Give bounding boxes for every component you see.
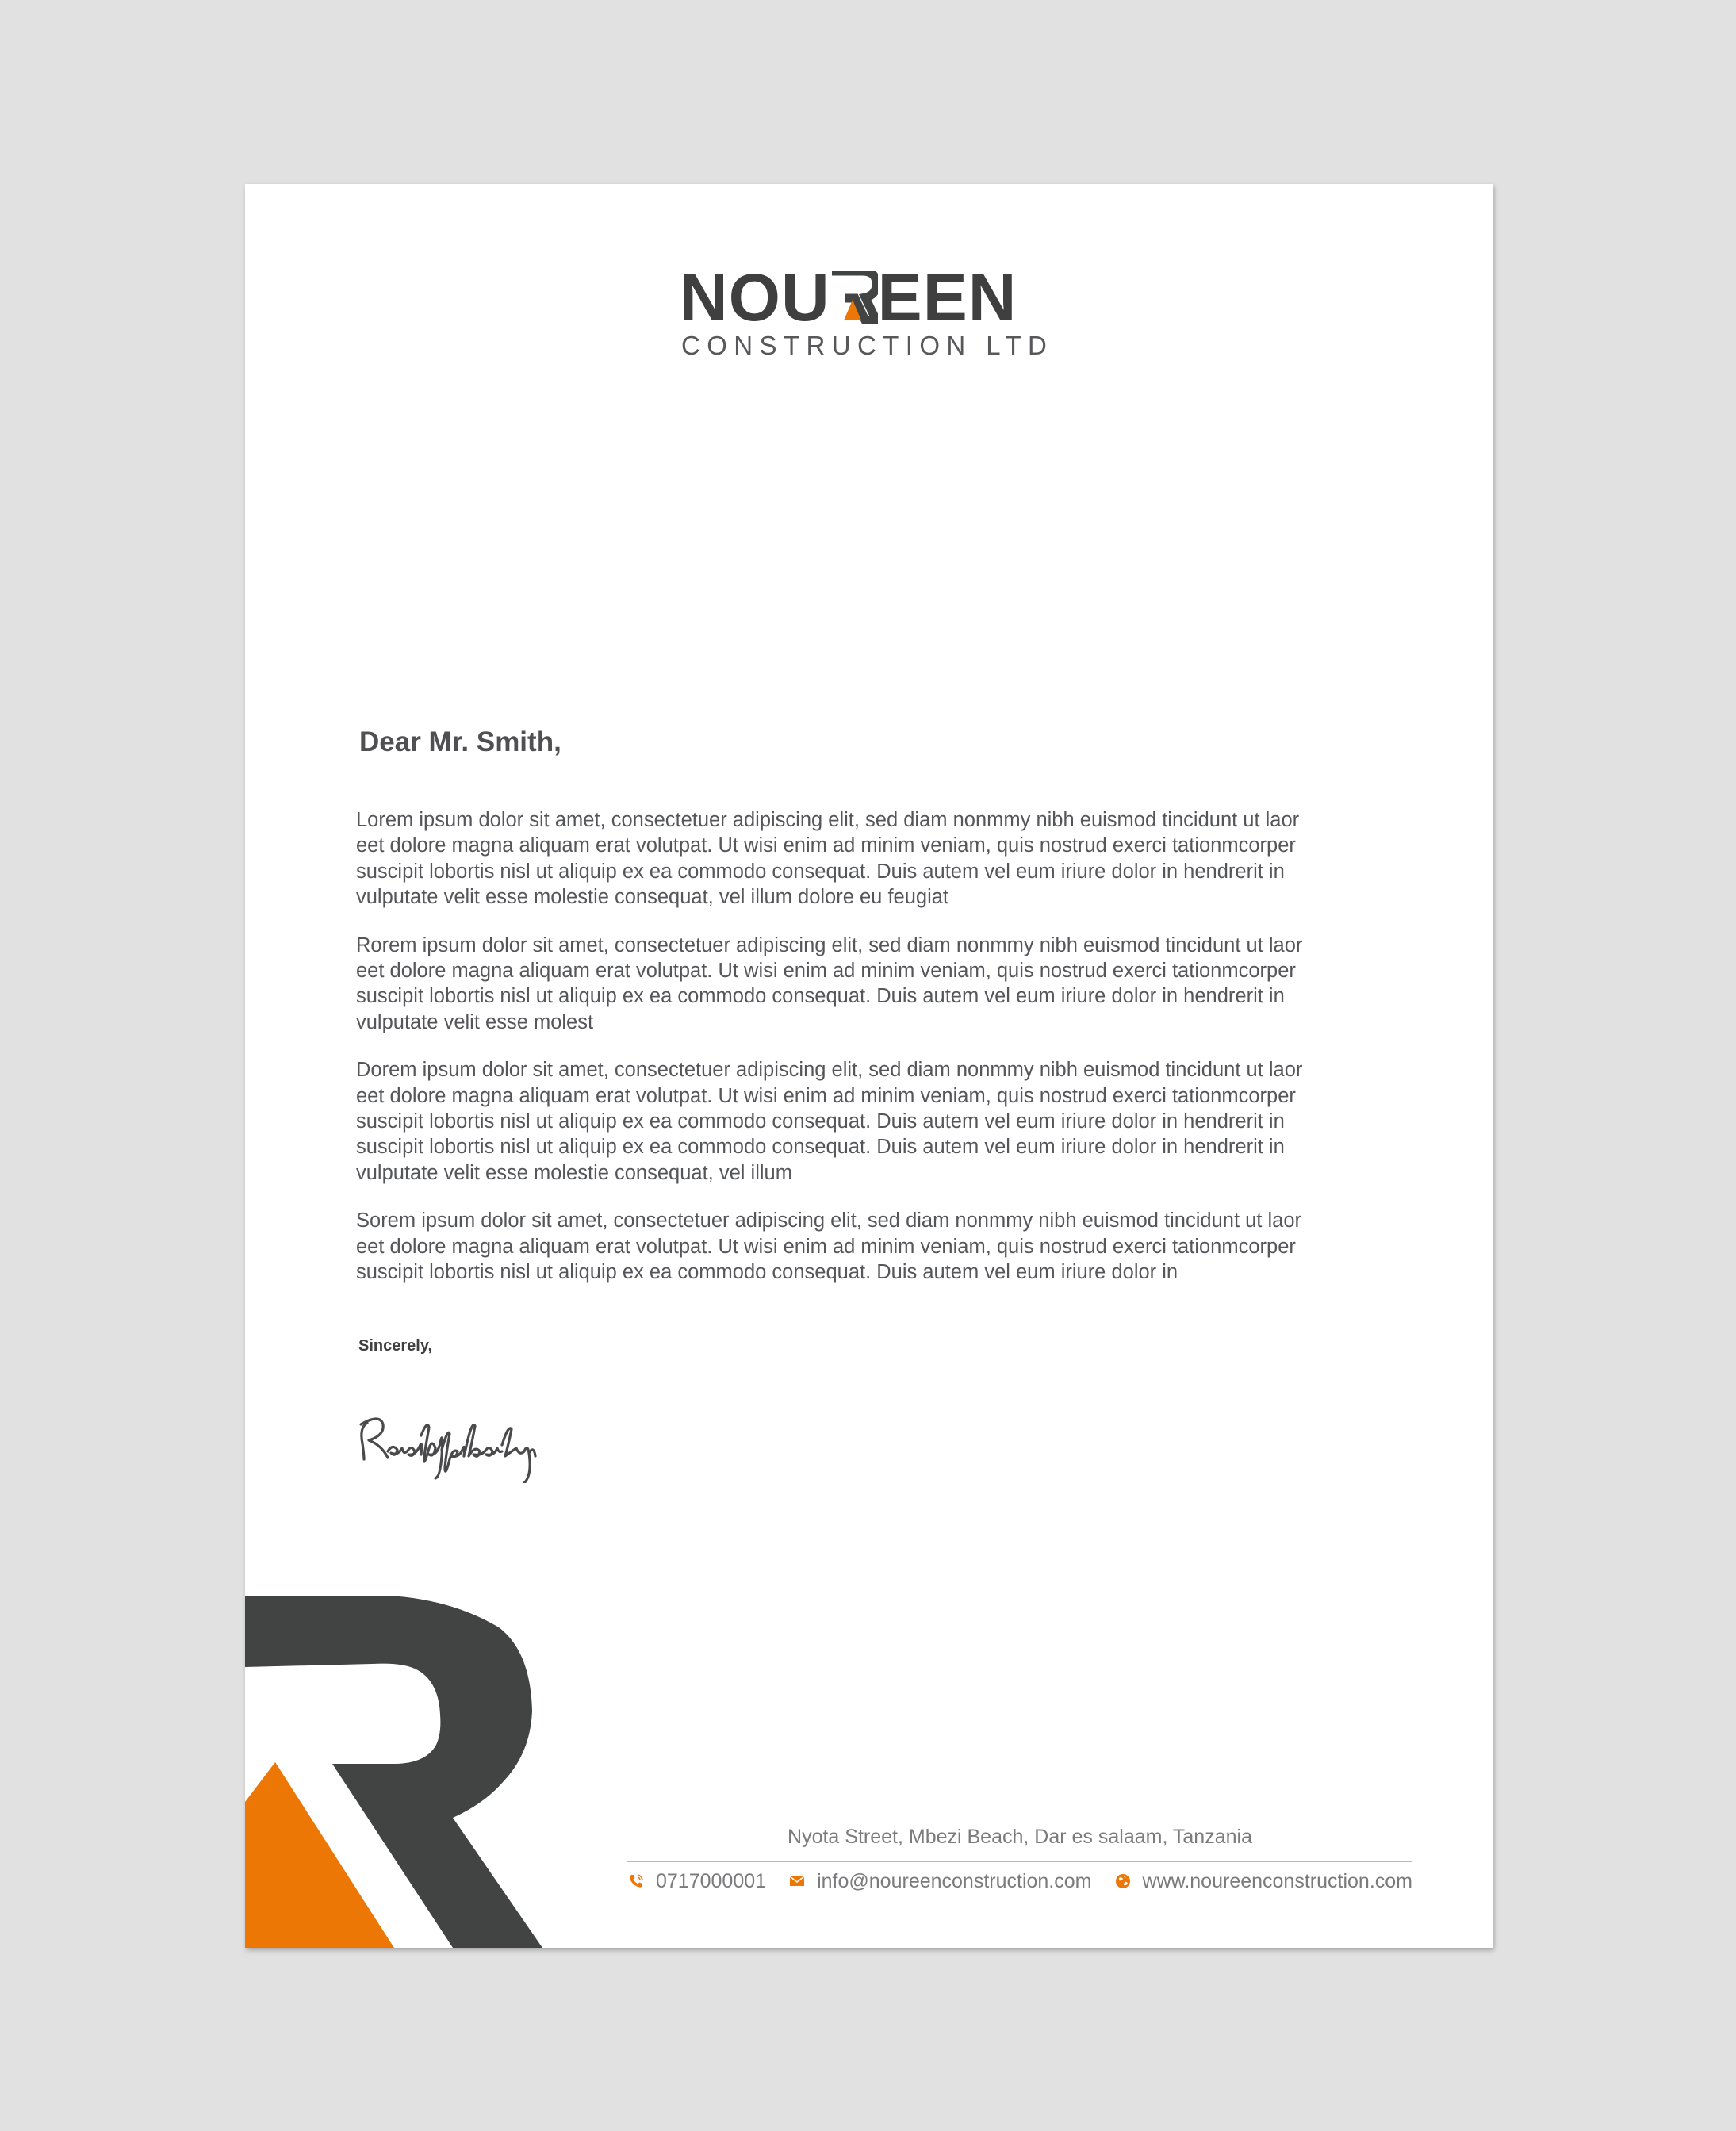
body-line: eet dolore magna aliquam erat volutpat. Ut wisi enim ad minim veniam, quis nostrud exerci tationmcorper	[356, 834, 1296, 857]
globe-icon	[1114, 1872, 1132, 1890]
body-line: Rorem ipsum dolor sit amet, consectetuer adipiscing elit, sed diam nonmmy nibh euismod tincidunt ut laor	[356, 933, 1303, 956]
logo-word-right: EEN	[877, 260, 1017, 335]
handwritten-signature	[356, 1404, 570, 1483]
footer-contacts	[627, 1865, 1412, 1897]
body-line: vulputate velit esse molestie consequat, vel illum dolore eu feugiat	[356, 886, 949, 909]
body-paragraph	[356, 933, 1387, 1036]
letter-closing: Sincerely,	[358, 1337, 433, 1355]
body-line: suscipit lobortis nisl ut aliquip ex ea commodo consequat. Duis autem vel eum iriure dolor in hendrerit in	[356, 860, 1285, 883]
body-line: Sorem ipsum dolor sit amet, consectetuer adipiscing elit, sed diam nonmmy nibh euismod tincidunt ut laor	[356, 1209, 1301, 1232]
logo-word-left: NOU	[680, 260, 830, 335]
body-line: suscipit lobortis nisl ut aliquip ex ea commodo consequat. Duis autem vel eum iriure dolor in hendrerit in	[356, 1110, 1285, 1133]
body-paragraph	[356, 1057, 1387, 1186]
letter-body	[356, 807, 1387, 1308]
body-line: vulputate velit esse molest	[356, 1010, 594, 1033]
letter-greeting: Dear Mr. Smith,	[359, 726, 561, 757]
logo-r-mark	[830, 266, 878, 328]
logo-tagline: CONSTRUCTION LTD	[681, 331, 1054, 360]
mail-icon	[788, 1872, 806, 1890]
contact-phone[interactable]	[627, 1870, 766, 1893]
body-line: Lorem ipsum dolor sit amet, consectetuer adipiscing elit, sed diam nonmmy nibh euismod tincidunt ut laor	[356, 809, 1300, 831]
footer-divider	[627, 1861, 1412, 1862]
corner-brand-mark	[245, 1596, 546, 1948]
footer-address: Nyota Street, Mbezi Beach, Dar es salaam, Tanzania	[788, 1826, 1252, 1848]
contact-email[interactable]	[788, 1870, 1091, 1893]
phone-icon	[627, 1872, 645, 1890]
company-logo	[680, 260, 1057, 362]
letterhead-sheet	[245, 184, 1493, 1948]
contact-website[interactable]	[1114, 1870, 1412, 1893]
body-line: eet dolore magna aliquam erat volutpat. Ut wisi enim ad minim veniam, quis nostrud exerci tationmcorper	[356, 1235, 1296, 1258]
contact-phone-text: 0717000001	[656, 1869, 767, 1892]
body-line: eet dolore magna aliquam erat volutpat. Ut wisi enim ad minim veniam, quis nostrud exerci tationmcorper	[356, 1084, 1296, 1107]
body-line: vulputate velit esse molestie consequat, vel illum	[356, 1161, 792, 1184]
body-paragraph	[356, 1208, 1387, 1285]
body-line: suscipit lobortis nisl ut aliquip ex ea commodo consequat. Duis autem vel eum iriure dolor in hendrerit in	[356, 985, 1285, 1008]
body-line: eet dolore magna aliquam erat volutpat. Ut wisi enim ad minim veniam, quis nostrud exerci tationmcorper	[356, 960, 1296, 983]
body-line: Dorem ipsum dolor sit amet, consectetuer adipiscing elit, sed diam nonmmy nibh euismod tincidunt ut laor	[356, 1059, 1303, 1082]
body-paragraph	[356, 807, 1387, 910]
contact-website-text: www.noureenconstruction.com	[1142, 1869, 1412, 1892]
logo-wordmark	[680, 260, 1017, 335]
contact-email-text: info@noureenconstruction.com	[817, 1869, 1092, 1892]
body-line: suscipit lobortis nisl ut aliquip ex ea commodo consequat. Duis autem vel eum iriure dolor in	[356, 1261, 1178, 1284]
body-line: suscipit lobortis nisl ut aliquip ex ea commodo consequat. Duis autem vel eum iriure dolor in hendrerit in	[356, 1136, 1285, 1159]
